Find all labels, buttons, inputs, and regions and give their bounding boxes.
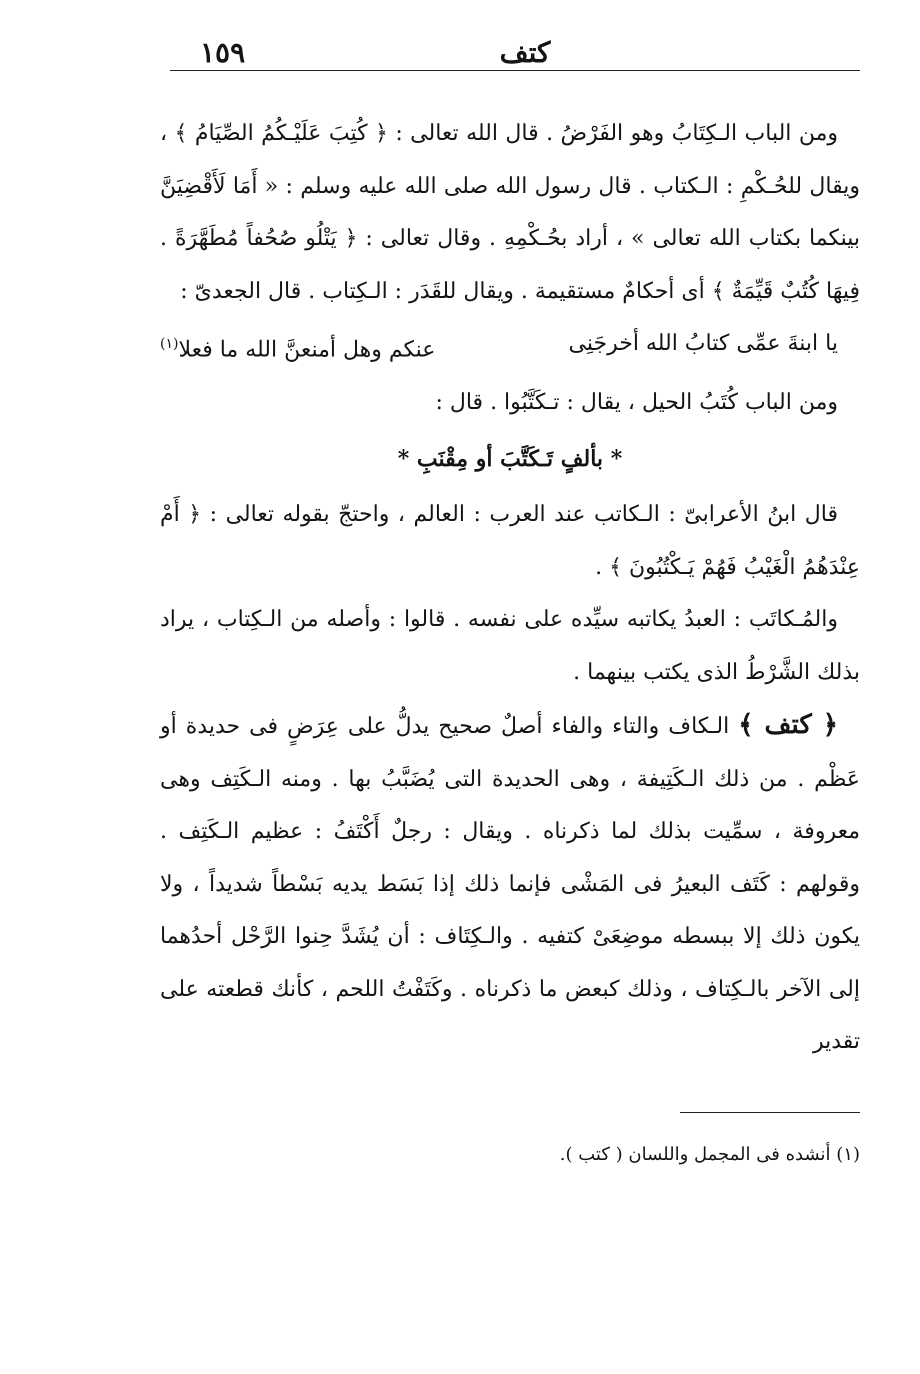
footnotes [170, 1138, 860, 1172]
running-title: كتف [499, 36, 551, 69]
entry-katf [160, 699, 860, 1069]
footnote-marker: (١) [160, 336, 179, 352]
header-rule [170, 70, 860, 71]
verse-second-hemistich [160, 318, 435, 377]
footnote-1: (١) أنشده فى المجمل واللسان ( كتب ). [559, 1144, 860, 1165]
paragraph-kitab-fard: ومن الباب الـكِتَابُ وهو الفَرْضُ . قال الله تعالى : ﴿ كُتِبَ عَلَيْـكُمُ الصِّيَامُ ﴾ ، ويقال للحُـكْمِ : الـكتاب . قال رسول الله صلى الله عليه وسلم : « أَمَا لَأَقْضِيَنَّ بينكما بكتاب الله تعالى » ، أراد بحُـكْمِهِ . وقال تعالى : ﴿ يَتْلُو صُحُفاً مُطَهَّرَةً . فِيهَا كُتُبٌ قَيِّمَةٌ ﴾ أى أحكامٌ مستقيمة . ويقال للقَدَر : الـكِتاب . قال الجعدىّ : [160, 121, 860, 304]
page-number: ١٥٩ [200, 36, 246, 69]
page-header [170, 28, 860, 74]
hemistich-quote: * بألفٍ تَـكَتَّبَ أو مِقْنَبِ * [397, 446, 623, 473]
footnote-rule [680, 1112, 860, 1113]
verse-first-hemistich: يا ابنةَ عمِّى كتابُ الله أخرجَنِى [568, 331, 838, 356]
paragraph-kutab-hiyal: ومن الباب كُتَبُ الحيل ، يقال : تـكَتَّبُوا . قال : [435, 389, 838, 415]
entry-katf-text: الـكاف والتاء والفاء أصلٌ صحيح يدلُّ على عِرَضٍ فى حديدة أو عَظْم . من ذلك الـكَتِيفة ، وهى الحديدة التى يُضَبَّبُ بها . ومنه الـكَتِف وهى معروفة ، سمِّيت بذلك لما ذكرناه . ويقال : رجلٌ أَكْتَفُ : عظيم الـكَتِف . وقولهم : كَتَف البعيرُ فى المَشْى فإنما ذلك إذا بَسَط يديه بَسْطاً شديداً ، ولا يكون ذلك إلا ببسطه موضِعَىْ كتفيه . والـكِتَاف : أن يُشَدَّ حِنوا الرَّحْل أحدُهما إلى الآخر بالـكِتاف ، وذلك كبعض ما ذكرناه . وكَتَفْتُ اللحم ، كأنك قطعته على تقدير [160, 714, 860, 1055]
entry-heading-katf: ﴿ كتف ﴾ [738, 710, 839, 741]
verse-second-text: عنكم وهل أمنعنَّ الله ما فعلا [178, 337, 436, 363]
main-text [160, 108, 860, 1069]
paragraph-mukatab: والمُـكاتَب : العبدُ يكاتبه سيِّده على نفسه . قالوا : وأصله من الـكِتاب ، يراد بذلك الشَّرْطُ الذى يكتب بينهما . [160, 607, 860, 685]
poem-verse [160, 318, 860, 377]
paragraph-ibn-arabi: قال ابنُ الأعرابىّ : الـكاتب عند العرب : العالم ، واحتجّ بقوله تعالى : ﴿ أَمْ عِنْدَهُمُ الْغَيْبُ فَهُمْ يَـكْتُبُونَ ﴾ . [160, 502, 860, 580]
